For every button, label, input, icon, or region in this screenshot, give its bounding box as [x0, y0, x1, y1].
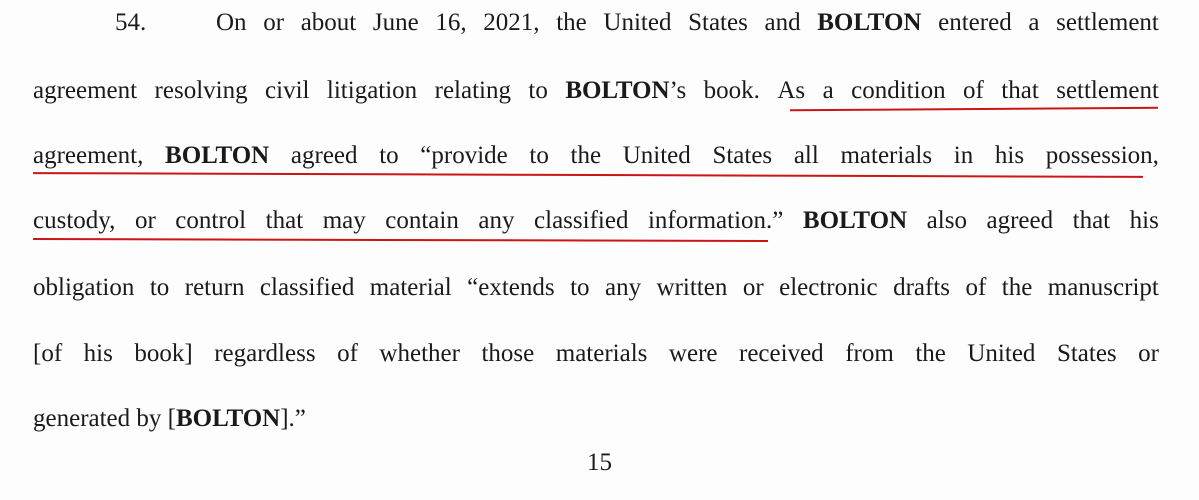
text-line-7: [33, 402, 1159, 436]
word: by: [136, 405, 162, 432]
text-line-1: [216, 6, 1159, 40]
word: custody,: [33, 207, 116, 234]
word: relating: [434, 77, 511, 104]
word: to: [528, 77, 548, 104]
possessive-suffix: ’s: [669, 77, 687, 104]
word: or: [134, 207, 156, 234]
paragraph-number: 54.: [115, 9, 147, 36]
word: possession,: [1045, 142, 1159, 169]
word: classified: [534, 207, 629, 234]
word: from: [845, 340, 894, 367]
word: contain: [385, 207, 459, 234]
word: his: [83, 340, 113, 367]
word: 2021,: [483, 9, 540, 36]
word: received: [739, 340, 824, 367]
word: control: [175, 207, 247, 234]
defendant-name: BOLTON: [802, 207, 908, 234]
word: or: [1138, 340, 1159, 367]
word: the: [556, 9, 587, 36]
word: were: [668, 340, 718, 367]
word: book]: [134, 340, 193, 367]
word: classified: [259, 274, 355, 301]
text-line-5: [33, 271, 1159, 305]
word: book.: [703, 77, 760, 104]
word: condition: [851, 77, 946, 104]
word: written: [656, 274, 728, 301]
highlight-underline-3: [33, 238, 768, 242]
word: States: [1056, 340, 1117, 367]
word: “extends: [467, 274, 555, 301]
text-line-4: [33, 204, 1159, 238]
word: June: [372, 9, 419, 36]
defendant-name: BOLTON: [175, 405, 281, 432]
word: As: [777, 77, 806, 104]
text-line-3: [33, 139, 1159, 173]
word: a: [1028, 9, 1040, 36]
text-line-2: [33, 74, 1159, 108]
word: litigation: [326, 77, 418, 104]
word: that: [265, 207, 304, 234]
word: [of: [33, 340, 63, 367]
word: materials: [555, 340, 648, 367]
word: States: [712, 142, 773, 169]
word: materials: [840, 142, 933, 169]
word: that: [1001, 77, 1039, 104]
word: regardless: [214, 340, 316, 367]
word: generated: [33, 405, 131, 432]
word: and: [764, 9, 801, 36]
word: agreement,: [33, 142, 144, 169]
word: a: [822, 77, 834, 104]
defendant-name: BOLTON: [165, 142, 270, 169]
word: United: [967, 340, 1036, 367]
open-bracket: [: [167, 405, 176, 432]
defendant-name: BOLTON: [817, 9, 922, 36]
word: his: [1129, 207, 1159, 234]
word: of: [337, 340, 358, 367]
word: United: [622, 142, 691, 169]
word: all: [793, 142, 819, 169]
word: manuscript: [1047, 274, 1159, 301]
bracketed-name: [168, 402, 306, 436]
word: “provide: [420, 142, 508, 169]
word: of: [963, 77, 984, 104]
word: any: [478, 207, 515, 234]
word: material: [369, 274, 452, 301]
word: settlement: [1056, 9, 1159, 36]
word: any: [604, 274, 642, 301]
word: settlement: [1056, 77, 1159, 104]
word: electronic: [779, 274, 878, 301]
word: the: [915, 340, 946, 367]
word: the: [570, 142, 602, 169]
word: On: [216, 9, 247, 36]
word: or: [263, 9, 285, 36]
word: return: [184, 274, 245, 301]
word: or: [742, 274, 764, 301]
word: to: [529, 142, 549, 169]
word: also: [926, 207, 967, 234]
text-line-6: [33, 337, 1159, 371]
close-bracket-quote: ].”: [280, 405, 306, 432]
defendant-name: BOLTON: [565, 77, 670, 104]
word: may: [322, 207, 366, 234]
word: those: [481, 340, 535, 367]
word: drafts: [893, 274, 951, 301]
word: States: [688, 9, 748, 36]
word: obligation: [33, 274, 135, 301]
word: United: [603, 9, 672, 36]
page-number: 15: [587, 449, 612, 476]
word: 16,: [435, 9, 467, 36]
word: in: [953, 142, 974, 169]
word: information.”: [647, 207, 784, 234]
word: agreed: [986, 207, 1054, 234]
word: to: [379, 142, 399, 169]
word: agreement: [33, 77, 138, 104]
possessive-name: [565, 74, 686, 108]
word: resolving: [154, 77, 248, 104]
word: agreed: [290, 142, 358, 169]
word: to: [149, 274, 170, 301]
word: that: [1072, 207, 1111, 234]
word: of: [965, 274, 987, 301]
word: civil: [265, 77, 310, 104]
word: about: [300, 9, 357, 36]
word: to: [570, 274, 590, 301]
word: his: [994, 142, 1025, 169]
word: whether: [379, 340, 460, 367]
word: entered: [938, 9, 1012, 36]
word: the: [1001, 274, 1033, 301]
